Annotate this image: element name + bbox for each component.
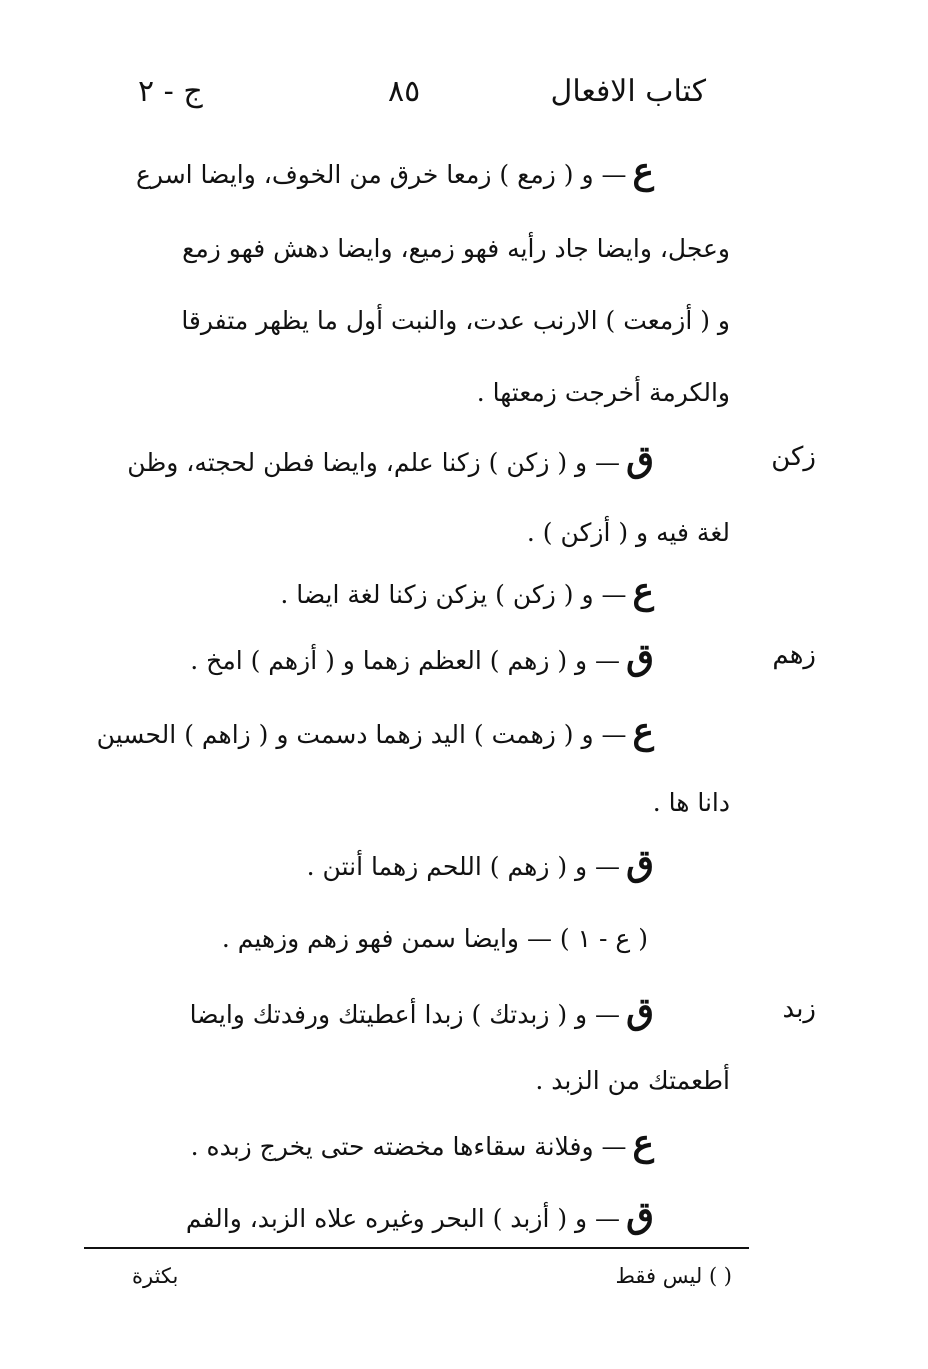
line-marker: ع xyxy=(632,710,654,752)
text-line xyxy=(477,368,736,410)
line-marker: ع xyxy=(632,1122,654,1164)
line-marker: ق xyxy=(626,842,654,884)
line-text: دانا ها . xyxy=(652,788,730,817)
line-marker: ق xyxy=(626,636,654,678)
margin-root-word: زبد xyxy=(782,994,816,1024)
text-line xyxy=(191,1122,654,1164)
line-text: — وفلانة سقاءها مخضته حتى يخرج زبده . xyxy=(190,1132,627,1161)
text-line xyxy=(181,296,736,338)
margin-root-word: زكن xyxy=(771,442,816,472)
line-text: أطعمتك من الزبد . xyxy=(535,1066,730,1095)
text-line xyxy=(190,636,654,678)
text-line xyxy=(307,842,654,884)
text-line xyxy=(186,1194,654,1236)
line-text: — و ( زمع ) زمعا خرق من الخوف، وايضا اسرع xyxy=(136,160,627,189)
text-line xyxy=(653,778,736,820)
text-line xyxy=(182,224,736,266)
margin-root-word: زهم xyxy=(772,640,816,670)
text-line xyxy=(127,438,654,480)
running-title: كتاب الافعال xyxy=(550,74,706,109)
line-marker: ق xyxy=(626,990,654,1032)
line-text: — و ( زهم ) اللحم زهما أنتن . xyxy=(306,852,621,881)
volume-label: ج - ٢ xyxy=(138,74,203,109)
line-text: وعجل، وايضا جاد رأيه فهو زميع، وايضا دهش فهو زمع xyxy=(182,234,730,263)
text-line xyxy=(535,1056,736,1098)
text-line xyxy=(222,914,654,956)
footnote-divider xyxy=(84,1247,749,1249)
line-text: — و ( زهمت ) اليد زهما دسمت و ( زاهم ) الحسين xyxy=(96,720,627,749)
line-text: — و ( أزبد ) البحر وغيره علاه الزبد، والفم xyxy=(185,1204,621,1233)
footnote-text: ( ) ليس فقط xyxy=(615,1264,732,1288)
catchword: بكثرة xyxy=(132,1264,179,1288)
line-text: — و ( زهم ) العظم زهما و ( أزهم ) امخ . xyxy=(190,646,621,675)
line-text: — و ( زكن ) يزكن زكنا لغة ايضا . xyxy=(280,580,627,609)
text-line xyxy=(280,570,654,612)
line-marker: ق xyxy=(626,438,654,480)
line-text: ( ع - ١ ) — وايضا سمن فهو زهم وزهيم . xyxy=(221,924,648,953)
text-line xyxy=(527,508,736,550)
line-marker: ع xyxy=(632,150,654,192)
page-number: ٨٥ xyxy=(388,74,421,109)
line-text: — و ( زبدتك ) زبدا أعطيتك ورفدتك وايضا xyxy=(189,1000,621,1029)
text-line xyxy=(136,150,654,192)
line-marker: ع xyxy=(632,570,654,612)
line-text: — و ( زكن ) زكنا علم، وايضا فطن لحجته، وظن xyxy=(127,448,621,477)
text-line xyxy=(97,710,654,752)
text-line xyxy=(190,990,654,1032)
line-text: والكرمة أخرجت زمعتها . xyxy=(476,378,730,407)
line-marker: ق xyxy=(626,1194,654,1236)
line-text: و ( أزمعت ) الارنب عدت، والنبت أول ما يظهر متفرقا xyxy=(181,306,730,335)
line-text: لغة فيه و ( أزكن ) . xyxy=(526,518,730,547)
